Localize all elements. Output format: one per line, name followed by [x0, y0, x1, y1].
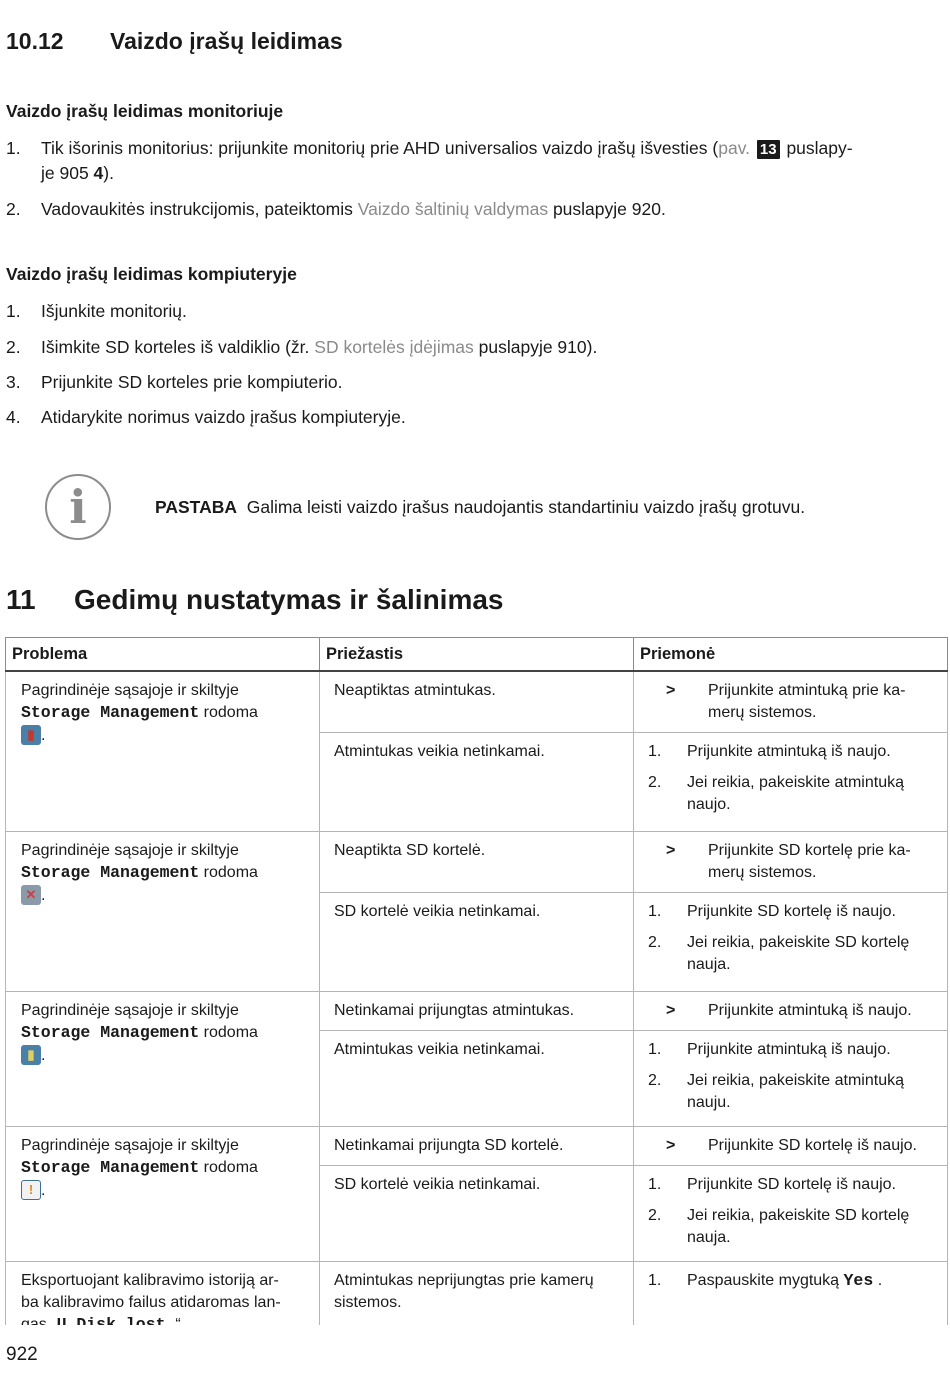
cause-cell: Atmintukas veikia netinkamai. — [320, 733, 634, 832]
step-text: Tik išorinis monitorius: prijunkite monitorių prie AHD universalios vaizdo įrašų išvesties ( — [41, 138, 719, 158]
problem-cell: Pagrindinėje sąsajoje ir skiltyje Storage Management rodoma ▮ . — [6, 671, 320, 832]
note — [155, 495, 805, 520]
figure-link[interactable]: pav. — [718, 138, 751, 158]
remedy-step: Paspauskite mygtuką — [687, 1272, 844, 1289]
header-problem: Problema — [6, 638, 320, 672]
problem-text-cont: rodoma — [199, 864, 258, 881]
remedy-cell — [634, 1127, 948, 1166]
problem-text: Pagrindinėje sąsajoje ir skiltyje — [21, 1002, 239, 1019]
step-text-cont: puslapy- — [781, 138, 853, 158]
sd-card-warning-icon — [21, 1180, 41, 1200]
sd-card-missing-mark: ✕ — [25, 887, 37, 902]
step-text: Išjunkite monitorių. — [41, 301, 187, 321]
problem-cell: Pagrindinėje sąsajoje ir skiltyje Storage Management rodoma ▮ . — [6, 992, 320, 1127]
usb-disconnected-icon — [21, 725, 41, 745]
remedy-text-cont: merų sistemos. — [708, 704, 817, 721]
page-footer-area — [0, 1325, 950, 1373]
computer-step-4 — [6, 405, 406, 430]
cause-cell: Neaptikta SD kortelė. — [320, 832, 634, 893]
computer-heading: Vaizdo įrašų leidimas kompiuteryje — [6, 264, 297, 284]
arrow-bullet: > — [666, 842, 676, 859]
storage-management-label: Storage Management — [21, 1023, 200, 1042]
problem-text: Pagrindinėje sąsajoje ir skiltyje — [21, 682, 239, 699]
monitor-step-2 — [6, 197, 936, 222]
remedy-step: Prijunkite atmintuką iš naujo. — [687, 743, 891, 760]
troubleshooting-table — [5, 637, 948, 1344]
section-number: 10.12 — [6, 28, 64, 54]
cause-cell: Netinkamai prijungta SD kortelė. — [320, 1127, 634, 1166]
remedy-step: Prijunkite atmintuką iš naujo. — [687, 1041, 891, 1058]
cause-cell: Neaptiktas atmintukas. — [320, 671, 634, 733]
step-text: Atidarykite norimus vaizdo įrašus kompiuteryje. — [41, 407, 406, 427]
remedy-step: Jei reikia, pakeiskite SD kortelę — [687, 1207, 910, 1224]
step-text-end: puslapyje 920. — [548, 199, 666, 219]
monitor-step-1 — [6, 136, 936, 186]
remedy-step-cont: nauja. — [687, 1229, 731, 1246]
problem-text: Pagrindinėje sąsajoje ir skiltyje — [21, 842, 239, 859]
problem-text-cont: rodoma — [199, 704, 258, 721]
remedy-cell — [634, 671, 948, 733]
step-text: Vadovaukitės instrukcijomis, pateiktomis — [41, 199, 358, 219]
cause-cell: Atmintukas veikia netinkamai. — [320, 1031, 634, 1127]
arrow-bullet: > — [666, 682, 676, 699]
yes-button-label: Yes — [843, 1271, 874, 1290]
problem-cell: Pagrindinėje sąsajoje ir skiltyje Storage Management rodoma ✕ . — [6, 832, 320, 992]
chapter-title: Gedimų nustatymas ir šalinimas — [74, 584, 504, 615]
chapter-number: 11 — [6, 584, 36, 615]
step-number: 1. — [6, 138, 21, 158]
remedy-text: Prijunkite atmintuką iš naujo. — [708, 1002, 912, 1019]
remedy-step: Jei reikia, pakeiskite atmintuką — [687, 1072, 904, 1089]
problem-text: Pagrindinėje sąsajoje ir skiltyje — [21, 1137, 239, 1154]
storage-management-label: Storage Management — [21, 863, 200, 882]
step-number: 3. — [6, 372, 21, 392]
cause-cell: SD kortelė veikia netinkamai. — [320, 1166, 634, 1262]
remedy-step-number: 1. — [648, 1272, 662, 1289]
note-text: Galima leisti vaizdo įrašus naudojantis standartiniu vaizdo įrašų grotuvu. — [246, 497, 806, 517]
sd-card-missing-icon — [21, 885, 41, 905]
remedy-text: Prijunkite SD kortelę iš naujo. — [708, 1137, 917, 1154]
storage-management-label: Storage Management — [21, 703, 200, 722]
problem-text-cont: rodoma — [199, 1024, 258, 1041]
step-text-end: puslapyje 910). — [473, 337, 598, 357]
problem-text-cont: rodoma — [199, 1159, 258, 1176]
monitor-heading: Vaizdo įrašų leidimas monitoriuje — [6, 101, 284, 121]
step-text-line2: je 905 — [41, 163, 94, 183]
header-cause: Priežastis — [320, 638, 634, 672]
remedy-text: Prijunkite atmintuką prie ka- — [708, 682, 906, 699]
step-number: 1. — [6, 301, 21, 321]
problem-text-cont: ba kalibravimo failus atidaromas lan- — [21, 1294, 281, 1311]
remedy-step: Prijunkite SD kortelę iš naujo. — [687, 1176, 896, 1193]
table-row — [6, 832, 948, 893]
usb-disconnected-mark: ▮ — [27, 727, 35, 742]
remedy-cell — [634, 992, 948, 1031]
storage-management-label: Storage Management — [21, 1158, 200, 1177]
cause-text-cont: sistemos. — [334, 1294, 402, 1311]
problem-text: Eksportuojant kalibravimo istoriją ar- — [21, 1272, 279, 1289]
usb-warning-icon — [21, 1045, 41, 1065]
step-number: 2. — [6, 337, 21, 357]
computer-step-2 — [6, 335, 597, 360]
info-icon: i — [45, 474, 111, 540]
table-row — [6, 1127, 948, 1166]
problem-cell: Pagrindinėje sąsajoje ir skiltyje Storage Management rodoma ! . — [6, 1127, 320, 1262]
table-row — [6, 992, 948, 1031]
usb-warning-mark: ▮ — [27, 1047, 35, 1062]
remedy-cell: 1. Prijunkite SD kortelę iš naujo. 2. Jei reikia, pakeiskite SD kortelę nauja. — [634, 893, 948, 992]
step-number: 2. — [6, 199, 21, 219]
step-text-end: ). — [103, 163, 114, 183]
page-number: 922 — [6, 1344, 38, 1365]
step-text: Prijunkite SD korteles prie kompiuterio. — [41, 372, 343, 392]
video-source-link[interactable]: Vaizdo šaltinių valdymas — [357, 199, 549, 219]
callout-number: 4 — [93, 163, 104, 183]
cause-cell: SD kortelė veikia netinkamai. — [320, 893, 634, 992]
step-text: Išimkite SD korteles iš valdiklio (žr. — [41, 337, 315, 357]
remedy-step: Jei reikia, pakeiskite atmintuką — [687, 774, 904, 791]
remedy-step: Prijunkite SD kortelę iš naujo. — [687, 903, 896, 920]
remedy-cell: 1. Prijunkite atmintuką iš naujo. 2. Jei reikia, pakeiskite atmintuką nauju. — [634, 1031, 948, 1127]
sd-card-warning-mark: ! — [28, 1182, 34, 1197]
remedy-cell: 1. Prijunkite atmintuką iš naujo. 2. Jei reikia, pakeiskite atmintuką naujo. — [634, 733, 948, 832]
remedy-step-cont: naujo. — [687, 796, 731, 813]
note-label: PASTABA — [155, 497, 237, 517]
table-header-row — [6, 638, 948, 672]
cause-text: Atmintukas neprijungtas prie kamerų — [334, 1272, 594, 1289]
header-remedy: Priemonė — [634, 638, 948, 672]
remedy-text-cont: merų sistemos. — [708, 864, 817, 881]
computer-step-3 — [6, 370, 343, 395]
cause-cell: Netinkamai prijungtas atmintukas. — [320, 992, 634, 1031]
computer-step-1 — [6, 299, 187, 324]
section-title: Vaizdo įrašų leidimas — [110, 28, 343, 54]
remedy-step-end: . — [873, 1272, 883, 1289]
remedy-step-cont: nauja. — [687, 956, 731, 973]
arrow-bullet: > — [666, 1002, 676, 1019]
figure-badge: 13 — [757, 140, 780, 159]
remedy-text: Prijunkite SD kortelę prie ka- — [708, 842, 911, 859]
sd-card-insert-link[interactable]: SD kortelės įdėjimas — [314, 337, 474, 357]
remedy-step: Jei reikia, pakeiskite SD kortelę — [687, 934, 910, 951]
arrow-bullet: > — [666, 1137, 676, 1154]
remedy-cell: 1. Prijunkite SD kortelę iš naujo. 2. Jei reikia, pakeiskite SD kortelę nauja. — [634, 1166, 948, 1262]
remedy-cell — [634, 832, 948, 893]
step-number: 4. — [6, 407, 21, 427]
table-row — [6, 671, 948, 733]
remedy-step-cont: nauju. — [687, 1094, 731, 1111]
